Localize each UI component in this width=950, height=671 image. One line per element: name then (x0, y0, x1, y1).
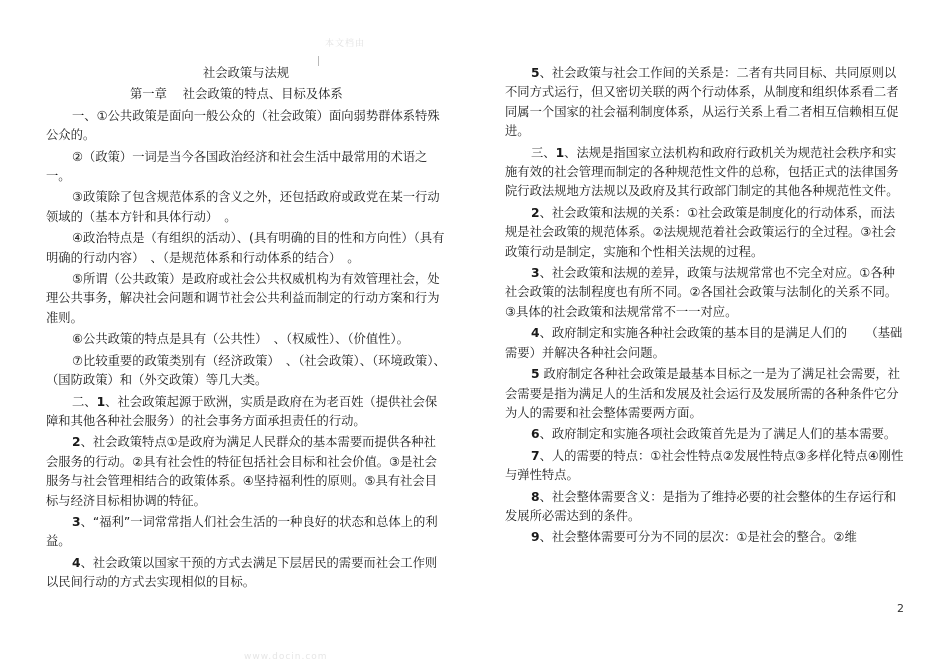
paragraph: ④政治特点是（有组织的活动）、(具有明确的目的性和方向性）（具有明确的行动内容） 、（是规范体系和行动体系的结合） 。 (46, 231, 445, 265)
paragraph: ③政策除了包含规范体系的含义之外，还包括政府或政党在某一行动领域的（基本方针和具体行动） 。 (46, 190, 440, 224)
list-item (46, 513, 446, 552)
list-item (505, 204, 905, 262)
paragraph: 一、①公共政策是面向一般公众的（社会政策）面向弱势群体系特殊公众的。 (46, 108, 440, 143)
list-item (46, 554, 446, 593)
item-number: 3 (531, 266, 540, 281)
list-item (505, 425, 905, 444)
item-text: 、政府制定和实施各项社会政策首先是为了满足人们的基本需要。 (539, 427, 897, 442)
list-item (46, 433, 446, 511)
item-text: 、社会整体需要含义：是指为了维持必要的社会整体的生存运行和发展所必需达到的条件。 (505, 489, 897, 523)
list-item (505, 365, 905, 423)
item-text: 、人的需要的特点：①社会性特点②发展性特点③多样化特点④刚性与弹性特点。 (505, 448, 904, 483)
watermark-top: 本文档由 (325, 39, 366, 49)
item-text: 、社会政策起源于欧洲，实质是政府在为老百姓（提供社会保障和其他各种社会服务）的社会事务方面承担责任的行动。 (46, 394, 438, 428)
item-text: 、法规是指国家立法机构和政府行政机关为规范社会秩序和实施有效的社会管理而制定的各种规范性文件的总称，包括正式的法律国务院行政法规地方法规以及政府及其行政部门制定的其他各种规范性文件。 (505, 145, 899, 199)
list-item (505, 64, 905, 142)
item-number: 4 (531, 326, 540, 341)
list-item (505, 488, 905, 527)
chapter-heading: 第一章 社会政策的特点、目标及体系 (130, 87, 343, 102)
list-item (505, 324, 905, 363)
document-title: 社会政策与法规 (202, 66, 290, 80)
item-number: 1 (96, 394, 106, 409)
list-item (46, 393, 446, 432)
item-text: 、社会政策特点①是政府为满足人民群众的基本需要而提供各种社会服务的行动。②具有社会性的特征包括社会目标和社会价值。③是社会服务与社会管理相结合的政策体系。④坚持福利性的原则。⑤具有社会目标与经济目标相协调的特征。 (46, 435, 437, 508)
item-text: 、社会政策和法规的关系：①社会政策是制度化的行动体系，而法规是社会政策的规范体系。②法规规范着社会政策运行的全过程。③社会政策行动是制定，实施和个性相关法规的过程。 (505, 205, 896, 259)
item-number: 9 (531, 530, 540, 545)
item-number: 4 (72, 555, 81, 570)
section-prefix: 二、 (72, 394, 97, 409)
list-item (505, 264, 905, 322)
item-text: 政府制定各种社会政策是最基本目标之一是为了满足社会需要，社会需要是指为满足人的生活和发展及社会运行及发展所需的各种条件它分为人的需要和社会整体需要两方面。 (505, 367, 901, 420)
item-number: 2 (531, 205, 540, 220)
item-number: 7 (531, 448, 540, 463)
list-item (505, 447, 905, 486)
item-number: 3 (72, 514, 81, 529)
item-text: 、社会整体需要可分为不同的层次：①是社会的整合。②维 (539, 530, 857, 545)
paragraph: ⑦比较重要的政策类别有（经济政策） 、（社会政策）、（环境政策）、（国防政策）和（外交政策）等几大类。 (46, 353, 446, 388)
item-text: 、社会政策以国家干预的方式去满足下层居民的需要而社会工作则以民间行动的方式去实现相似的目标。 (46, 555, 438, 590)
item-number: 5 (531, 66, 540, 80)
item-number: 8 (531, 489, 540, 504)
item-text: 、“福利”一词常常指人们社会生活的一种良好的状态和总体上的利益。 (46, 514, 438, 549)
item-number: 6 (531, 427, 540, 442)
watermark-bottom: www.docin.com (244, 652, 328, 662)
page-number: 2 (897, 602, 904, 615)
section-prefix: 三、 (531, 145, 556, 160)
item-number: 2 (72, 435, 81, 450)
paragraph: ⑤所谓（公共政策）是政府或社会公共权威机构为有效管理社会，处理公共事务，解决社会问题和调节社会公共利益而制定的行动方案和行为准则。 (46, 272, 440, 325)
item-number: 1 (555, 145, 565, 160)
list-item (505, 144, 905, 202)
item-text: 、社会政策和法规的差异，政策与法规常常也不完全对应。①各种社会政策的法制程度也有所不同。②各国社会政策与法制化的关系不同。③具体的社会政策和法规常常不一一对应。 (505, 266, 898, 319)
left-column (46, 64, 446, 595)
right-column (505, 64, 905, 550)
list-item (505, 528, 905, 547)
item-text: 、社会政策与社会工作间的关系是：二者有共同目标、共同原则以不同方式运行，但又密切关联的两个行动体系，从制度和组织体系看二者同属一个国家的社会福利制度体系，从运行关系上看二者相互信赖相互促进。 (505, 66, 899, 139)
paragraph: ⑥公共政策的特点是具有（公共性） 、（权威性）、（价值性）。 (72, 332, 409, 347)
item-text: 、政府制定和实施各种社会政策的基本目的是满足人们的 （基础需要）并解决各种社会问题。 (505, 326, 903, 360)
item-number: 5 (531, 367, 540, 382)
paragraph: ②（政策）一词是当今各国政治经济和社会生活中最常用的术语之一。 (46, 149, 428, 184)
